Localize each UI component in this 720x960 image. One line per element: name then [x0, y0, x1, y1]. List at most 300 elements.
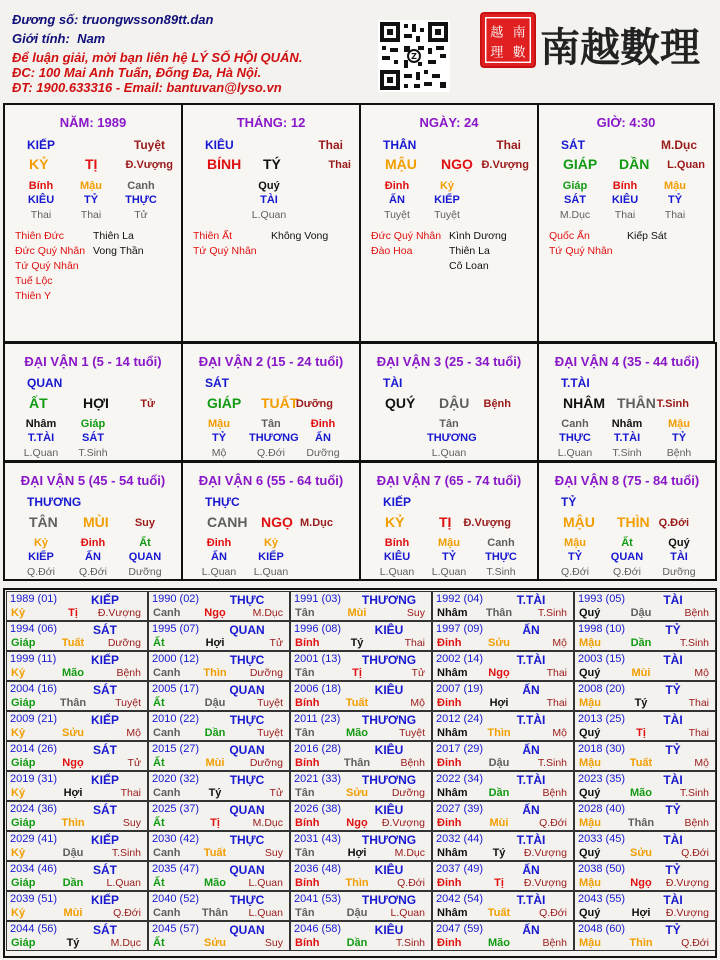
year-state: T.Sinh: [679, 637, 709, 649]
dai-van-hidden-god: KIẾP: [28, 551, 54, 563]
dai-van-chi: THÂN: [617, 395, 656, 411]
year-label: 2048 (60): [578, 923, 626, 935]
year-can: Mậu: [579, 697, 601, 709]
pillar-title: NĂM: 1989: [59, 115, 127, 130]
pillar-can: GIÁP: [563, 156, 598, 172]
year-can: Nhâm: [437, 787, 468, 799]
year-state: T.Sinh: [111, 847, 141, 859]
year-cell: [6, 891, 148, 921]
shen-sat-right: Thiên La: [449, 245, 490, 257]
year-state: Thai: [688, 727, 709, 739]
hidden-god: TỶ: [667, 194, 683, 206]
year-cell: [290, 801, 432, 831]
year-star: KIẾP: [90, 713, 119, 727]
year-star: THƯƠNG: [361, 773, 417, 787]
year-can: Tân: [295, 727, 315, 739]
year-star: ẤN: [522, 923, 540, 937]
year-chi: Dậu: [204, 697, 226, 709]
dai-van-hidden-stem: Tân: [439, 418, 459, 430]
pillar-chi: TỊ: [85, 156, 98, 172]
year-label: 2045 (57): [152, 923, 200, 935]
year-star: KIẾP: [90, 893, 119, 907]
year-star: TÀI: [663, 773, 683, 787]
year-label: 2023 (35): [578, 773, 626, 785]
svg-text:南: 南: [512, 25, 526, 41]
year-state: T.Sinh: [679, 787, 709, 799]
pillar-star-left: KIẾP: [27, 138, 56, 152]
year-cell: [290, 681, 432, 711]
year-cell: [574, 861, 716, 891]
dai-van-hidden-state: T.Sinh: [78, 447, 108, 459]
year-label: 2047 (59): [436, 923, 484, 935]
year-can: Mậu: [579, 637, 601, 649]
year-label: 2016 (28): [294, 743, 342, 755]
year-chi: Thìn: [203, 667, 227, 679]
gender-label: Giới tính:: [12, 31, 70, 46]
dai-van-state: Q.Đới: [658, 517, 689, 529]
year-can: Giáp: [11, 937, 36, 949]
year-star: SÁT: [93, 743, 117, 757]
dai-van-hidden-god: TỶ: [211, 432, 227, 444]
svg-text:越: 越: [490, 25, 504, 41]
year-chi: Mão: [630, 787, 652, 799]
pillar-star-left: THÂN: [383, 138, 417, 152]
year-chi: Hợi: [489, 697, 509, 709]
year-label: 2020 (32): [152, 773, 200, 785]
year-chi: Tị: [494, 877, 504, 889]
year-cell: [574, 831, 716, 861]
year-star: TÀI: [663, 893, 683, 907]
year-can: Giáp: [11, 697, 36, 709]
dai-van-state: Suy: [134, 517, 155, 529]
dai-van-state: T.Sinh: [656, 398, 689, 410]
hidden-stem: Kỷ: [439, 180, 455, 192]
hidden-god: TÀI: [260, 194, 278, 206]
year-star: TÀI: [663, 593, 683, 607]
year-cell: [148, 651, 290, 681]
hidden-stem: Mậu: [80, 180, 102, 192]
year-state: Đ.Vượng: [97, 607, 141, 619]
year-chi: Tý: [634, 697, 648, 709]
year-cell: [290, 891, 432, 921]
year-can: Giáp: [11, 757, 36, 769]
dai-van-can: NHÂM: [563, 395, 605, 411]
year-can: Canh: [153, 667, 181, 679]
dai-van-hidden-stem: Mậu: [668, 418, 690, 430]
year-label: 2007 (19): [436, 683, 484, 695]
year-chi: Mùi: [489, 817, 509, 829]
year-star: KIẾP: [90, 653, 119, 667]
pillar-state: L.Quan: [667, 159, 705, 171]
year-state: T.Sinh: [537, 757, 567, 769]
year-cell: [148, 771, 290, 801]
shen-sat-left: Đào Hoa: [371, 245, 413, 257]
hidden-god: KIẾP: [434, 194, 460, 206]
dai-van-can: KỶ: [385, 514, 405, 530]
year-star: SÁT: [93, 803, 117, 817]
hidden-state: Thai: [30, 209, 52, 221]
year-state: Đ.Vượng: [665, 907, 709, 919]
dai-van-hidden-god: THỰC: [559, 432, 591, 444]
year-can: Quý: [579, 907, 601, 919]
year-state: Mộ: [694, 667, 709, 679]
year-can: Tân: [295, 787, 315, 799]
shen-sat-left: Tứ Quý Nhân: [15, 260, 79, 272]
hidden-stem: Giáp: [562, 180, 588, 192]
year-label: 2033 (45): [578, 833, 626, 845]
year-chi: Dần: [488, 787, 510, 799]
year-can: Bính: [295, 697, 320, 709]
year-cell: [290, 591, 432, 621]
dai-van-hidden-stem: Nhâm: [611, 418, 643, 430]
year-label: 2031 (43): [294, 833, 342, 845]
year-can: Giáp: [11, 817, 36, 829]
pillar-star-right: Thai: [496, 138, 521, 152]
dai-van-hidden-stem: Bính: [384, 537, 410, 549]
year-label: 2042 (54): [436, 893, 484, 905]
year-state: M.Dục: [252, 607, 283, 619]
year-chi: Mùi: [631, 667, 651, 679]
year-can: Tân: [295, 907, 315, 919]
year-cell: [290, 921, 432, 951]
year-label: 2008 (20): [578, 683, 626, 695]
year-star: TỶ: [665, 623, 681, 637]
year-state: Mộ: [410, 697, 425, 709]
year-can: Bính: [295, 937, 320, 949]
dai-van-hidden-state: L.Quan: [379, 566, 415, 578]
year-state: Suy: [406, 607, 425, 619]
year-cell: [290, 831, 432, 861]
year-cell: [6, 681, 148, 711]
year-state: Tử: [269, 787, 283, 799]
year-cell: [574, 741, 716, 771]
year-can: Đinh: [437, 877, 462, 889]
svg-text:Z: Z: [411, 52, 417, 61]
year-star: QUAN: [229, 743, 265, 757]
year-chi: Ngọ: [630, 877, 652, 889]
year-state: T.Sinh: [537, 607, 567, 619]
year-state: Thai: [120, 787, 141, 799]
year-can: Quý: [579, 727, 601, 739]
year-star: T.TÀI: [516, 833, 546, 847]
dai-van-hidden-state: L.Quan: [23, 447, 59, 459]
year-star: T.TÀI: [516, 593, 546, 607]
year-chi: Thân: [201, 907, 229, 919]
year-state: Bệnh: [684, 607, 709, 619]
year-cell: [432, 891, 574, 921]
dai-van-hidden-stem: Kỷ: [33, 537, 49, 549]
year-state: Dưỡng: [249, 757, 283, 769]
dai-van-state: Tử: [140, 398, 155, 410]
dai-van-hidden-god: ẤN: [85, 551, 101, 563]
year-state: Thai: [404, 637, 425, 649]
hidden-state: Tuyệt: [384, 209, 410, 221]
dai-van-box: [359, 461, 539, 581]
year-label: 2022 (34): [436, 773, 484, 785]
year-can: Canh: [153, 727, 181, 739]
dai-van-state: Dưỡng: [295, 398, 333, 410]
year-can: Đinh: [437, 757, 462, 769]
year-star: KIÊU: [374, 803, 404, 817]
pillar-star-right: Thai: [318, 138, 343, 152]
year-cell: [574, 771, 716, 801]
year-cell: [432, 741, 574, 771]
year-chi: Sửu: [61, 727, 85, 739]
year-chi: Tuất: [487, 907, 511, 919]
year-label: 1989 (01): [10, 593, 58, 605]
hidden-state: Thai: [614, 209, 636, 221]
year-cell: [290, 741, 432, 771]
year-star: THỰC: [229, 833, 265, 847]
year-star: THỰC: [229, 773, 265, 787]
year-can: Ất: [153, 697, 165, 709]
hidden-stem: Mậu: [664, 180, 686, 192]
dai-van-title: ĐẠI VẬN 6 (55 - 64 tuổi): [198, 473, 344, 488]
dai-van-can: GIÁP: [207, 395, 242, 411]
year-label: 2010 (22): [152, 713, 200, 725]
dai-van-hidden-stem: Đinh: [206, 537, 232, 549]
year-cell: [6, 711, 148, 741]
dai-van-can: ẤT: [29, 395, 48, 411]
year-chi: Mùi: [347, 607, 367, 619]
dai-van-chi: HỢI: [83, 395, 109, 411]
year-label: 2001 (13): [294, 653, 342, 665]
year-chi: Thìn: [345, 877, 369, 889]
dai-van-hidden-god: TÀI: [670, 551, 688, 563]
dai-van-hidden-stem: Đinh: [310, 418, 336, 430]
year-chi: Ngọ: [62, 757, 84, 769]
year-can: Tân: [295, 847, 315, 859]
year-label: 1999 (11): [10, 653, 57, 665]
year-cell: [148, 831, 290, 861]
hidden-state: Tuyệt: [434, 209, 460, 221]
pillar-title: THÁNG: 12: [236, 115, 306, 130]
dai-van-can: QUÝ: [385, 395, 416, 411]
dai-van-hidden-god: THƯƠNG: [427, 432, 477, 444]
shen-sat-left: Đức Quý Nhân: [371, 230, 442, 242]
year-star: TỶ: [665, 803, 681, 817]
year-chi: Mão: [346, 727, 368, 739]
year-can: Mậu: [579, 757, 601, 769]
year-star: KIÊU: [374, 863, 404, 877]
dai-van-box: [359, 342, 539, 462]
year-cell: [6, 861, 148, 891]
year-chi: Mùi: [205, 757, 225, 769]
year-state: Tử: [127, 757, 141, 769]
year-cell: [6, 771, 148, 801]
year-label: 2041 (53): [294, 893, 342, 905]
year-state: L.Quan: [248, 877, 283, 889]
year-label: 2037 (49): [436, 863, 484, 875]
dai-van-hidden-stem: Canh: [561, 418, 589, 430]
year-state: T.Sinh: [395, 937, 425, 949]
year-chi: Thìn: [487, 727, 511, 739]
year-can: Ất: [153, 637, 165, 649]
dai-van-hidden-state: Dưỡng: [306, 447, 340, 459]
year-star: TÀI: [663, 653, 683, 667]
year-cell: [432, 651, 574, 681]
year-chi: Tuất: [61, 637, 85, 649]
year-chi: Thân: [343, 757, 371, 769]
year-star: SÁT: [93, 623, 117, 637]
shen-sat-left: Thiên Y: [15, 290, 51, 302]
year-chi: Tị: [636, 727, 646, 739]
year-cell: [574, 591, 716, 621]
hidden-state: L.Quan: [251, 209, 287, 221]
dai-van-hidden-state: L.Quan: [431, 566, 467, 578]
hidden-stem: Canh: [127, 180, 155, 192]
year-chi: Tị: [68, 607, 78, 619]
year-cell: [148, 891, 290, 921]
year-state: Bệnh: [542, 937, 567, 949]
hidden-state: Thai: [80, 209, 102, 221]
year-label: 2009 (21): [10, 713, 58, 725]
dai-van-hidden-state: L.Quan: [431, 447, 467, 459]
dai-van-can: MẬU: [563, 514, 595, 530]
dai-van-title: ĐẠI VẬN 1 (5 - 14 tuổi): [24, 354, 162, 369]
year-cell: [574, 921, 716, 951]
dai-van-title: ĐẠI VẬN 7 (65 - 74 tuổi): [376, 473, 522, 488]
shen-sat-left: Tuế Lộc: [15, 275, 53, 287]
dai-van-title: ĐẠI VẬN 4 (35 - 44 tuổi): [554, 354, 700, 369]
year-label: 2039 (51): [10, 893, 58, 905]
year-star: THƯƠNG: [361, 713, 417, 727]
hidden-stem: Đinh: [384, 180, 410, 192]
year-star: QUAN: [229, 623, 265, 637]
year-can: Quý: [579, 607, 601, 619]
phone-email-line: ĐT: 1900.633316 - Email: bantuvan@lyso.vn: [12, 80, 282, 95]
year-can: Bính: [295, 817, 320, 829]
address-line: ĐC: 100 Mai Anh Tuấn, Đống Đa, Hà Nội.: [12, 65, 262, 80]
dai-van-star: QUAN: [27, 376, 63, 390]
hidden-stem: Quý: [258, 180, 280, 192]
year-chi: Sửu: [487, 637, 511, 649]
year-chi: Thân: [627, 817, 655, 829]
year-chi: Tuất: [629, 757, 653, 769]
year-state: Q.Đới: [539, 907, 567, 919]
dai-van-box: [3, 461, 183, 581]
year-star: THỰC: [229, 653, 265, 667]
dai-van-hidden-god: QUAN: [610, 551, 644, 563]
year-cell: [6, 651, 148, 681]
year-cell: [148, 621, 290, 651]
shen-sat-left: Thiên Ất: [193, 230, 233, 242]
dai-van-hidden-stem: Kỷ: [263, 537, 279, 549]
year-star: TỶ: [665, 743, 681, 757]
year-state: Tuyệt: [257, 697, 283, 709]
year-can: Quý: [579, 847, 601, 859]
year-state: Suy: [264, 847, 283, 859]
pillar-title: GIỜ: 4:30: [596, 115, 656, 130]
year-cell: [6, 831, 148, 861]
hidden-god: TỶ: [83, 194, 99, 206]
year-label: 2044 (56): [10, 923, 58, 935]
year-cell: [574, 711, 716, 741]
year-star: QUAN: [229, 923, 265, 937]
gender-value: Nam: [77, 31, 106, 46]
year-label: 2017 (29): [436, 743, 484, 755]
year-state: Q.Đới: [681, 847, 709, 859]
hidden-stem: Bính: [612, 180, 638, 192]
year-label: 2040 (52): [152, 893, 200, 905]
dai-van-hidden-state: T.Sinh: [612, 447, 642, 459]
years-table: [3, 588, 717, 958]
dai-van-hidden-state: Q.Đới: [257, 447, 285, 459]
year-cell: [432, 861, 574, 891]
dai-van-hidden-god: KIẾP: [258, 551, 284, 563]
year-state: L.Quan: [106, 877, 141, 889]
dai-van-chi: NGỌ: [261, 514, 293, 530]
shen-sat-left: Tứ Quý Nhân: [193, 245, 257, 257]
year-state: Thai: [546, 697, 567, 709]
dai-van-hidden-god: T.TÀI: [613, 432, 641, 444]
pillar-state: Đ.Vượng: [481, 159, 529, 171]
pillar-star-left: KIÊU: [205, 138, 234, 152]
year-state: Mộ: [552, 727, 567, 739]
year-can: Canh: [153, 607, 181, 619]
year-state: Tuyệt: [257, 727, 283, 739]
year-star: KIÊU: [374, 743, 404, 757]
year-cell: [574, 621, 716, 651]
year-label: 2028 (40): [578, 803, 626, 815]
year-can: Bính: [295, 757, 320, 769]
hidden-stem: Bính: [28, 180, 54, 192]
dai-van-star: THỰC: [205, 495, 240, 509]
year-chi: Thìn: [61, 817, 85, 829]
year-star: KIÊU: [374, 683, 404, 697]
year-can: Bính: [295, 637, 320, 649]
dai-van-hidden-state: Q.Đới: [79, 566, 107, 578]
year-cell: [290, 861, 432, 891]
pillar-can: BÍNH: [207, 156, 242, 172]
year-star: SÁT: [93, 863, 117, 877]
year-star: THƯƠNG: [361, 833, 417, 847]
year-label: 1998 (10): [578, 623, 626, 635]
year-chi: Dần: [204, 727, 226, 739]
dai-van-box: [537, 342, 717, 462]
year-can: Quý: [579, 667, 601, 679]
year-chi: Mão: [204, 877, 226, 889]
year-star: T.TÀI: [516, 653, 546, 667]
year-cell: [432, 591, 574, 621]
year-label: 2021 (33): [294, 773, 342, 785]
year-state: Dưỡng: [249, 667, 283, 679]
year-can: Đinh: [437, 937, 462, 949]
dai-van-title: ĐẠI VẬN 5 (45 - 54 tuổi): [20, 473, 166, 488]
year-state: Dưỡng: [107, 637, 141, 649]
year-star: KIẾP: [90, 593, 119, 607]
year-cell: [148, 861, 290, 891]
pillar-box: [359, 103, 539, 343]
year-chi: Sửu: [345, 787, 369, 799]
pillar-title: NGÀY: 24: [419, 115, 479, 130]
year-chi: Mão: [62, 667, 84, 679]
dai-van-hidden-god: THỰC: [485, 551, 517, 563]
dai-van-hidden-stem: Canh: [487, 537, 515, 549]
qr-code-icon[interactable]: [378, 20, 450, 92]
year-label: 2003 (15): [578, 653, 626, 665]
year-cell: [290, 621, 432, 651]
year-chi: Hợi: [631, 907, 651, 919]
year-state: L.Quan: [390, 907, 425, 919]
svg-text:理: 理: [490, 45, 504, 61]
year-star: ẤN: [522, 743, 540, 757]
dai-van-star: SÁT: [205, 376, 229, 390]
year-label: 2043 (55): [578, 893, 626, 905]
year-chi: Tý: [350, 637, 364, 649]
year-star: KIÊU: [374, 923, 404, 937]
year-state: Dưỡng: [391, 787, 425, 799]
